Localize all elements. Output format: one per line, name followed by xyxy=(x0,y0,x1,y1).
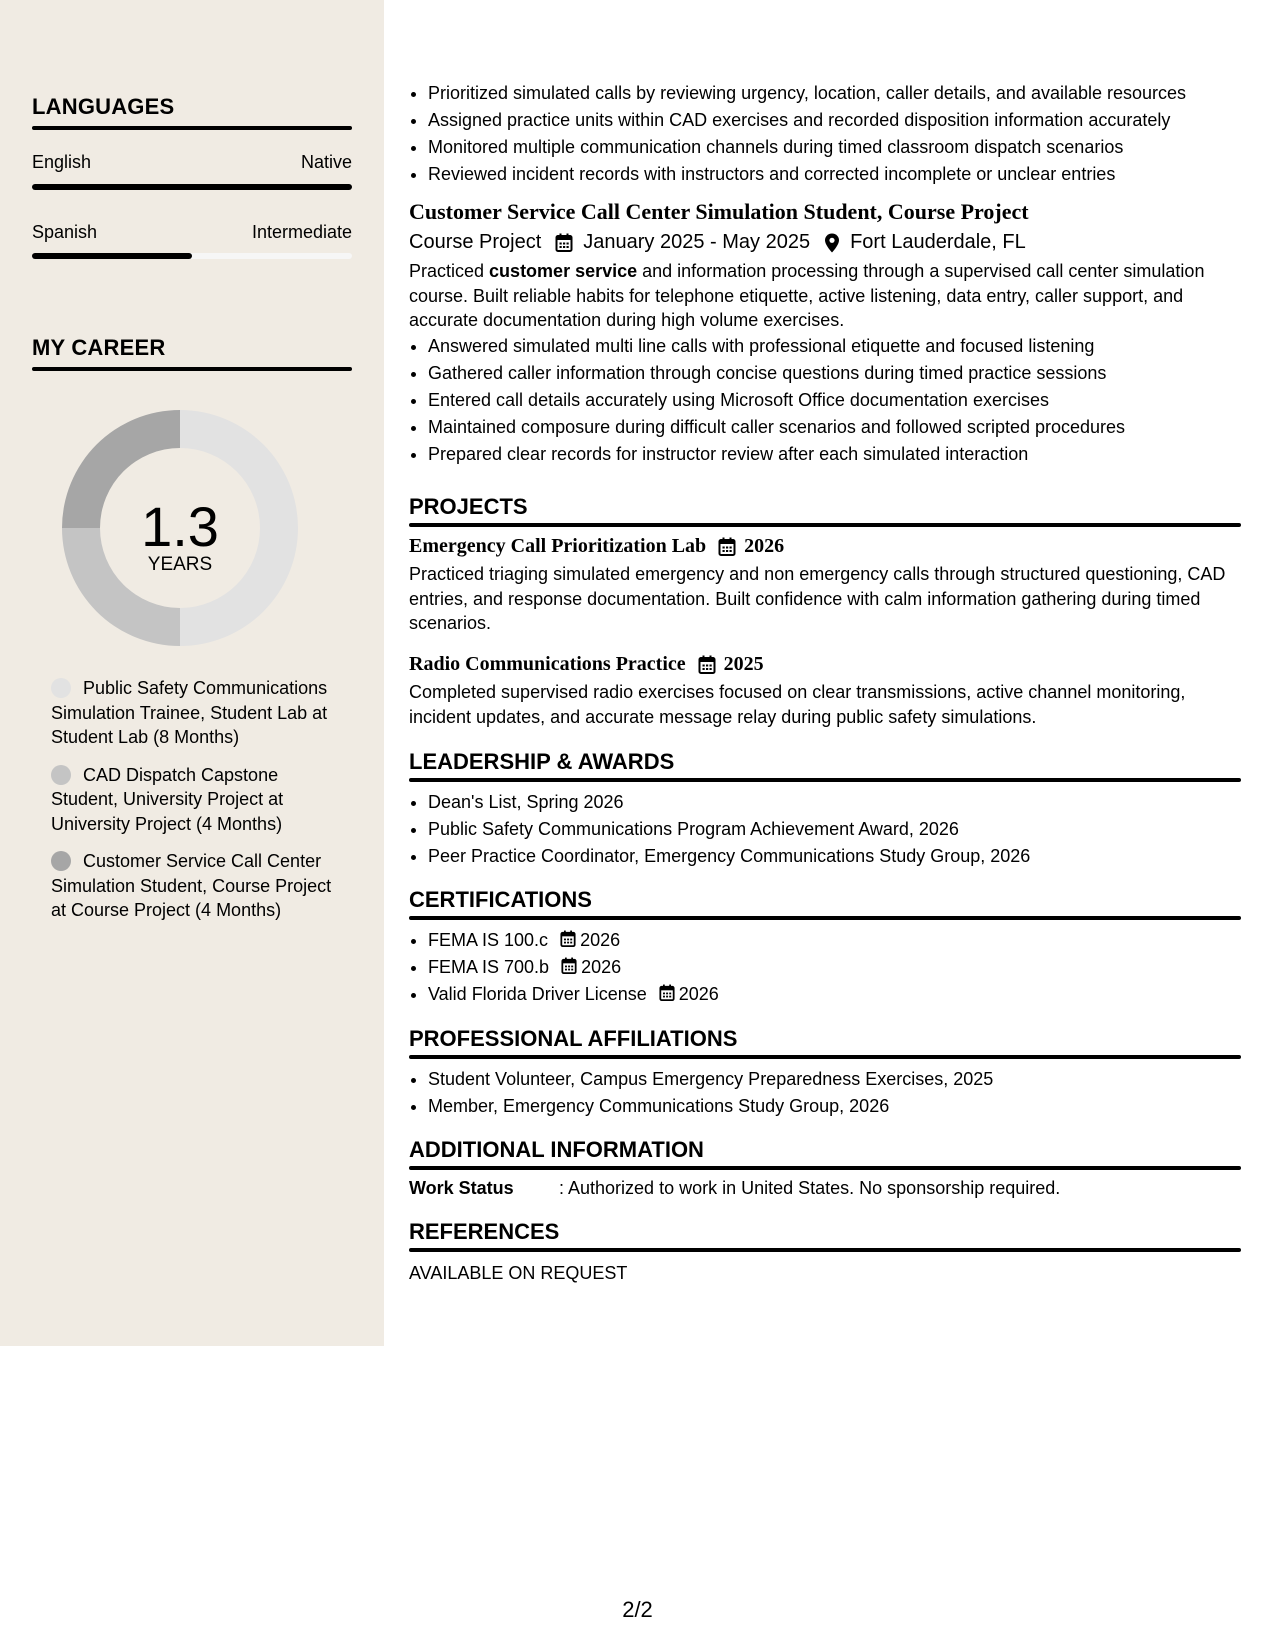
page-number: 2/2 xyxy=(622,1597,653,1622)
job-title: Customer Service Call Center Simulation Student, Course Project xyxy=(409,199,1029,224)
career-item-text: Customer Service Call Center Simulation Student, Course Project at Course Project (4 Months) xyxy=(51,851,332,920)
language-level: Native xyxy=(300,152,352,172)
language-bar-english xyxy=(32,184,352,190)
bullet-item: • Prepared clear records for instructor review after each simulated interaction xyxy=(428,441,1241,468)
bullet-item: • Dean's List, Spring 2026 xyxy=(428,789,1241,816)
calendar-icon xyxy=(555,233,573,253)
career-item xyxy=(51,849,336,923)
project-year: 2025 xyxy=(723,653,764,675)
certification-item xyxy=(428,927,1241,954)
summary-highlight: customer service xyxy=(489,261,638,281)
certifications-rule xyxy=(409,916,1241,920)
additional-heading: ADDITIONAL INFORMATION xyxy=(409,1137,704,1162)
job-entry xyxy=(409,199,1241,468)
language-level: Intermediate xyxy=(251,222,352,242)
project-title-row xyxy=(409,653,1241,676)
leadership-heading: LEADERSHIP & AWARDS xyxy=(409,749,675,774)
career-dot xyxy=(51,765,71,785)
bullet-item: • Gathered caller information through concise questions during timed practice sessions xyxy=(428,360,1241,387)
certifications-list xyxy=(409,927,1241,1008)
bullet-item: • Prioritized simulated calls by reviewing urgency, location, caller details, and available resources xyxy=(428,80,1241,107)
job-meta xyxy=(409,231,1241,254)
project-description: Completed supervised radio exercises focused on clear transmissions, active channel monitoring, incident updates, and accurate message relay during public safety simulations. xyxy=(409,682,1186,727)
calendar-icon xyxy=(659,984,675,1002)
project-entry xyxy=(409,653,1241,729)
calendar-icon xyxy=(698,655,716,675)
calendar-icon xyxy=(561,957,577,975)
certification-year: 2026 xyxy=(581,957,622,977)
project-title: Radio Communications Practice xyxy=(409,653,686,675)
sidebar xyxy=(0,0,384,1346)
career-list xyxy=(51,676,336,936)
language-bar-fill xyxy=(32,253,192,259)
certification-year: 2026 xyxy=(580,930,621,950)
affiliations-heading: PROFESSIONAL AFFILIATIONS xyxy=(409,1026,738,1051)
bullet-item: • Assigned practice units within CAD exercises and recorded disposition information accurately xyxy=(428,107,1241,134)
language-row-spanish xyxy=(32,222,352,243)
certification-item xyxy=(428,981,1241,1008)
certification-item xyxy=(428,954,1241,981)
languages-rule xyxy=(32,126,352,130)
certification-name: FEMA IS 100.c xyxy=(428,930,549,950)
career-dot xyxy=(51,851,71,871)
bullet-item: • Public Safety Communications Program Achievement Award, 2026 xyxy=(428,816,1241,843)
career-item xyxy=(51,676,336,750)
summary-text: Practiced xyxy=(409,261,490,281)
job-summary xyxy=(409,259,1241,333)
work-status-label: Work Status xyxy=(409,1178,514,1198)
leadership-list xyxy=(409,789,1241,870)
additional-rule xyxy=(409,1166,1241,1170)
bullet-item: • Peer Practice Coordinator, Emergency Communications Study Group, 2026 xyxy=(428,843,1241,870)
career-total-unit: YEARS xyxy=(147,554,213,575)
career-item xyxy=(51,763,336,837)
bullet-item: • Member, Emergency Communications Study Group, 2026 xyxy=(428,1093,1241,1120)
language-row-english xyxy=(32,152,352,173)
summary-text: and information processing through a supervised call center simulation course. Built reliable habits for telephone etiquette, active listening, data entry, caller support, and accurate documentation during high volume exercises. xyxy=(409,261,1205,330)
career-total-value: 1.3 xyxy=(141,495,219,558)
project-title: Emergency Call Prioritization Lab xyxy=(409,535,707,557)
project-entry xyxy=(409,535,1241,636)
bullet-item: • Maintained composure during difficult caller scenarios and followed scripted procedures xyxy=(428,414,1241,441)
language-bar-fill xyxy=(32,184,352,190)
certification-year: 2026 xyxy=(678,984,719,1004)
project-year: 2026 xyxy=(744,535,785,557)
language-name: Spanish xyxy=(32,222,98,242)
bullet-item: • Monitored multiple communication channels during timed classroom dispatch scenarios xyxy=(428,134,1241,161)
job-dates: January 2025 - May 2025 xyxy=(583,231,811,253)
work-status-row xyxy=(409,1178,1241,1199)
job-company: Course Project xyxy=(409,231,542,253)
career-item-text: CAD Dispatch Capstone Student, University Project at University Project (4 Months) xyxy=(51,764,284,834)
languages-heading: LANGUAGES xyxy=(32,94,175,119)
career-item-text: Public Safety Communications Simulation Trainee, Student Lab at Student Lab (8 Months) xyxy=(51,678,328,747)
career-heading: MY CAREER xyxy=(32,335,166,360)
projects-heading: PROJECTS xyxy=(409,494,528,519)
affiliations-list xyxy=(409,1066,1241,1120)
certification-name: Valid Florida Driver License xyxy=(428,984,647,1004)
career-donut-chart xyxy=(60,408,300,648)
certification-name: FEMA IS 700.b xyxy=(428,957,550,977)
language-bar-spanish xyxy=(32,253,352,259)
calendar-icon xyxy=(560,930,576,948)
work-status-value: : Authorized to work in United States. No sponsorship required. xyxy=(559,1178,1061,1198)
certifications-heading: CERTIFICATIONS xyxy=(409,887,592,912)
career-rule xyxy=(32,367,352,371)
leadership-rule xyxy=(409,778,1241,782)
bullet-item: • Student Volunteer, Campus Emergency Preparedness Exercises, 2025 xyxy=(428,1066,1241,1093)
references-heading: REFERENCES xyxy=(409,1219,560,1244)
language-name: English xyxy=(32,152,92,172)
references-rule xyxy=(409,1248,1241,1252)
calendar-icon xyxy=(718,537,736,557)
project-title-row xyxy=(409,535,1241,558)
previous-job-bullets xyxy=(409,80,1241,188)
job-bullets xyxy=(409,333,1241,468)
bullet-item: • Reviewed incident records with instructors and corrected incomplete or unclear entries xyxy=(428,161,1241,188)
references-text: AVAILABLE ON REQUEST xyxy=(409,1263,628,1283)
bullet-item: • Answered simulated multi line calls with professional etiquette and focused listening xyxy=(428,333,1241,360)
affiliations-rule xyxy=(409,1055,1241,1059)
projects-rule xyxy=(409,523,1241,527)
job-location: Fort Lauderdale, FL xyxy=(850,231,1026,253)
map-pin-icon xyxy=(824,233,840,253)
project-description: Practiced triaging simulated emergency and non emergency calls through structured questioning, CAD entries, and response documentation. Built confidence with calm information gathering during timed scenarios. xyxy=(409,564,1226,633)
career-dot xyxy=(51,678,71,698)
bullet-item: • Entered call details accurately using Microsoft Office documentation exercises xyxy=(428,387,1241,414)
